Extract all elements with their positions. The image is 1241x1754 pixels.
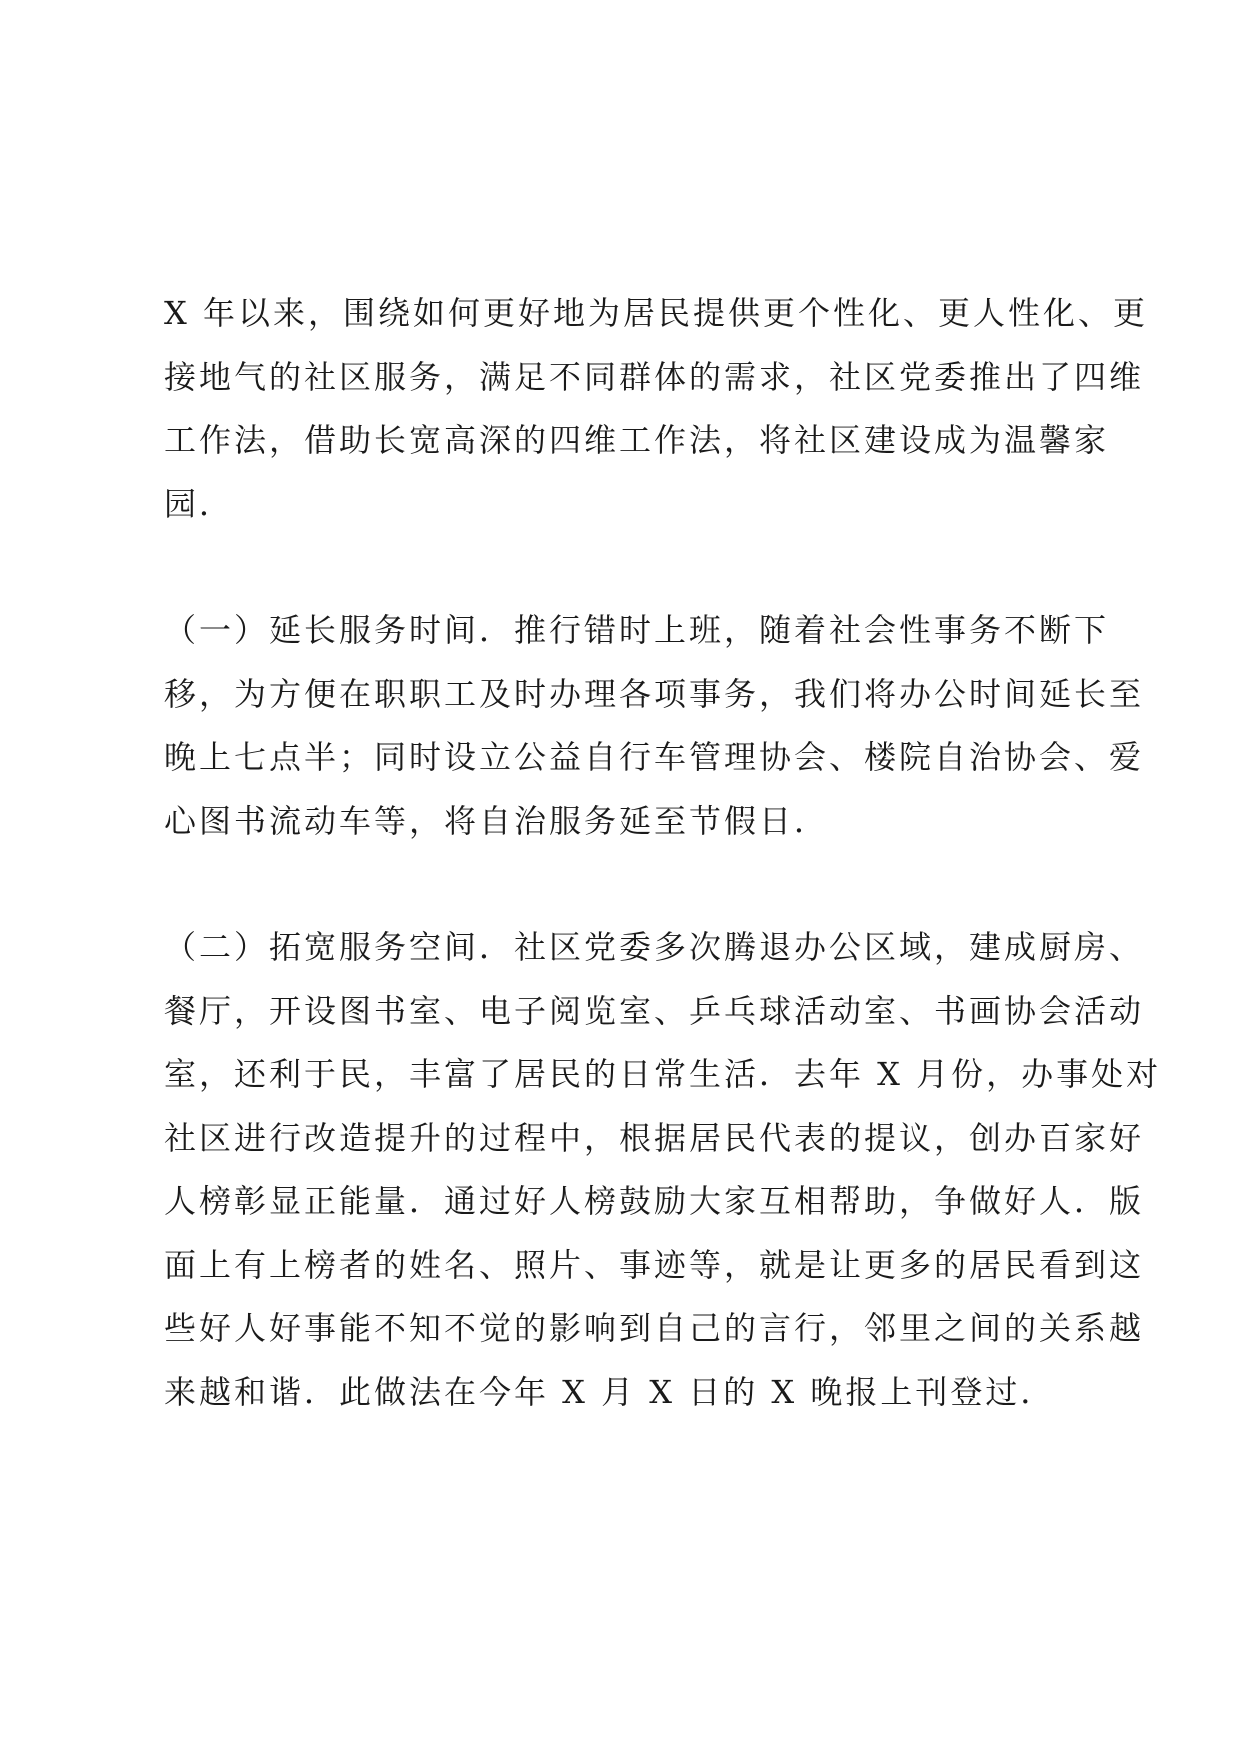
- text-line: 餐厅，开设图书室、电子阅览室、乒乓球活动室、书画协会活动: [164, 991, 1145, 1030]
- text-line: 室，还利于民，丰富了居民的日常生活．去年 X 月份，办事处对: [164, 1055, 1162, 1093]
- paragraph-spacer: [164, 853, 1084, 916]
- text-line: 人榜彰显正能量．通过好人榜鼓励大家互相帮助，争做好人．版: [164, 1182, 1145, 1220]
- text-line: 来越和谐．此做法在今年 X 月 X 日的 X 晚报上刊登过．: [164, 1372, 1056, 1411]
- text-line: 些好人好事能不知不觉的影响到自己的言行，邻里之间的关系越: [164, 1309, 1145, 1347]
- text-line: 面上有上榜者的姓名、照片、事迹等，就是让更多的居民看到这: [164, 1245, 1145, 1284]
- text-line: 心图书流动车等，将自治服务延至节假日．: [164, 801, 830, 840]
- text-line: 社区进行改造提升的过程中，根据居民代表的提议，创办百家好: [164, 1118, 1145, 1157]
- text-line: 接地气的社区服务，满足不同群体的需求，社区党委推出了四维: [164, 357, 1145, 396]
- paragraph-expand-service-space: [164, 916, 1162, 1424]
- text-line: 晚上七点半；同时设立公益自行车管理协会、楼院自治协会、爱: [164, 738, 1145, 776]
- text-line: （二）拓宽服务空间．社区党委多次腾退办公区域，建成厨房、: [164, 928, 1145, 966]
- paragraph-intro: [164, 282, 1148, 536]
- text-line: 工作法，借助长宽高深的四维工作法，将社区建设成为温馨家: [164, 421, 1110, 459]
- text-line: （一）延长服务时间．推行错时上班，随着社会性事务不断下: [164, 611, 1110, 649]
- text-line: 园．: [164, 484, 235, 523]
- paragraph-extend-service-time: [164, 599, 1145, 853]
- text-line: X 年以来，围绕如何更好地为居民提供更个性化、更人性化、更: [164, 294, 1148, 332]
- text-line: 移，为方便在职职工及时办理各项事务，我们将办公时间延长至: [164, 674, 1145, 713]
- document-body: [164, 282, 1162, 1424]
- paragraph-spacer: [164, 536, 1084, 599]
